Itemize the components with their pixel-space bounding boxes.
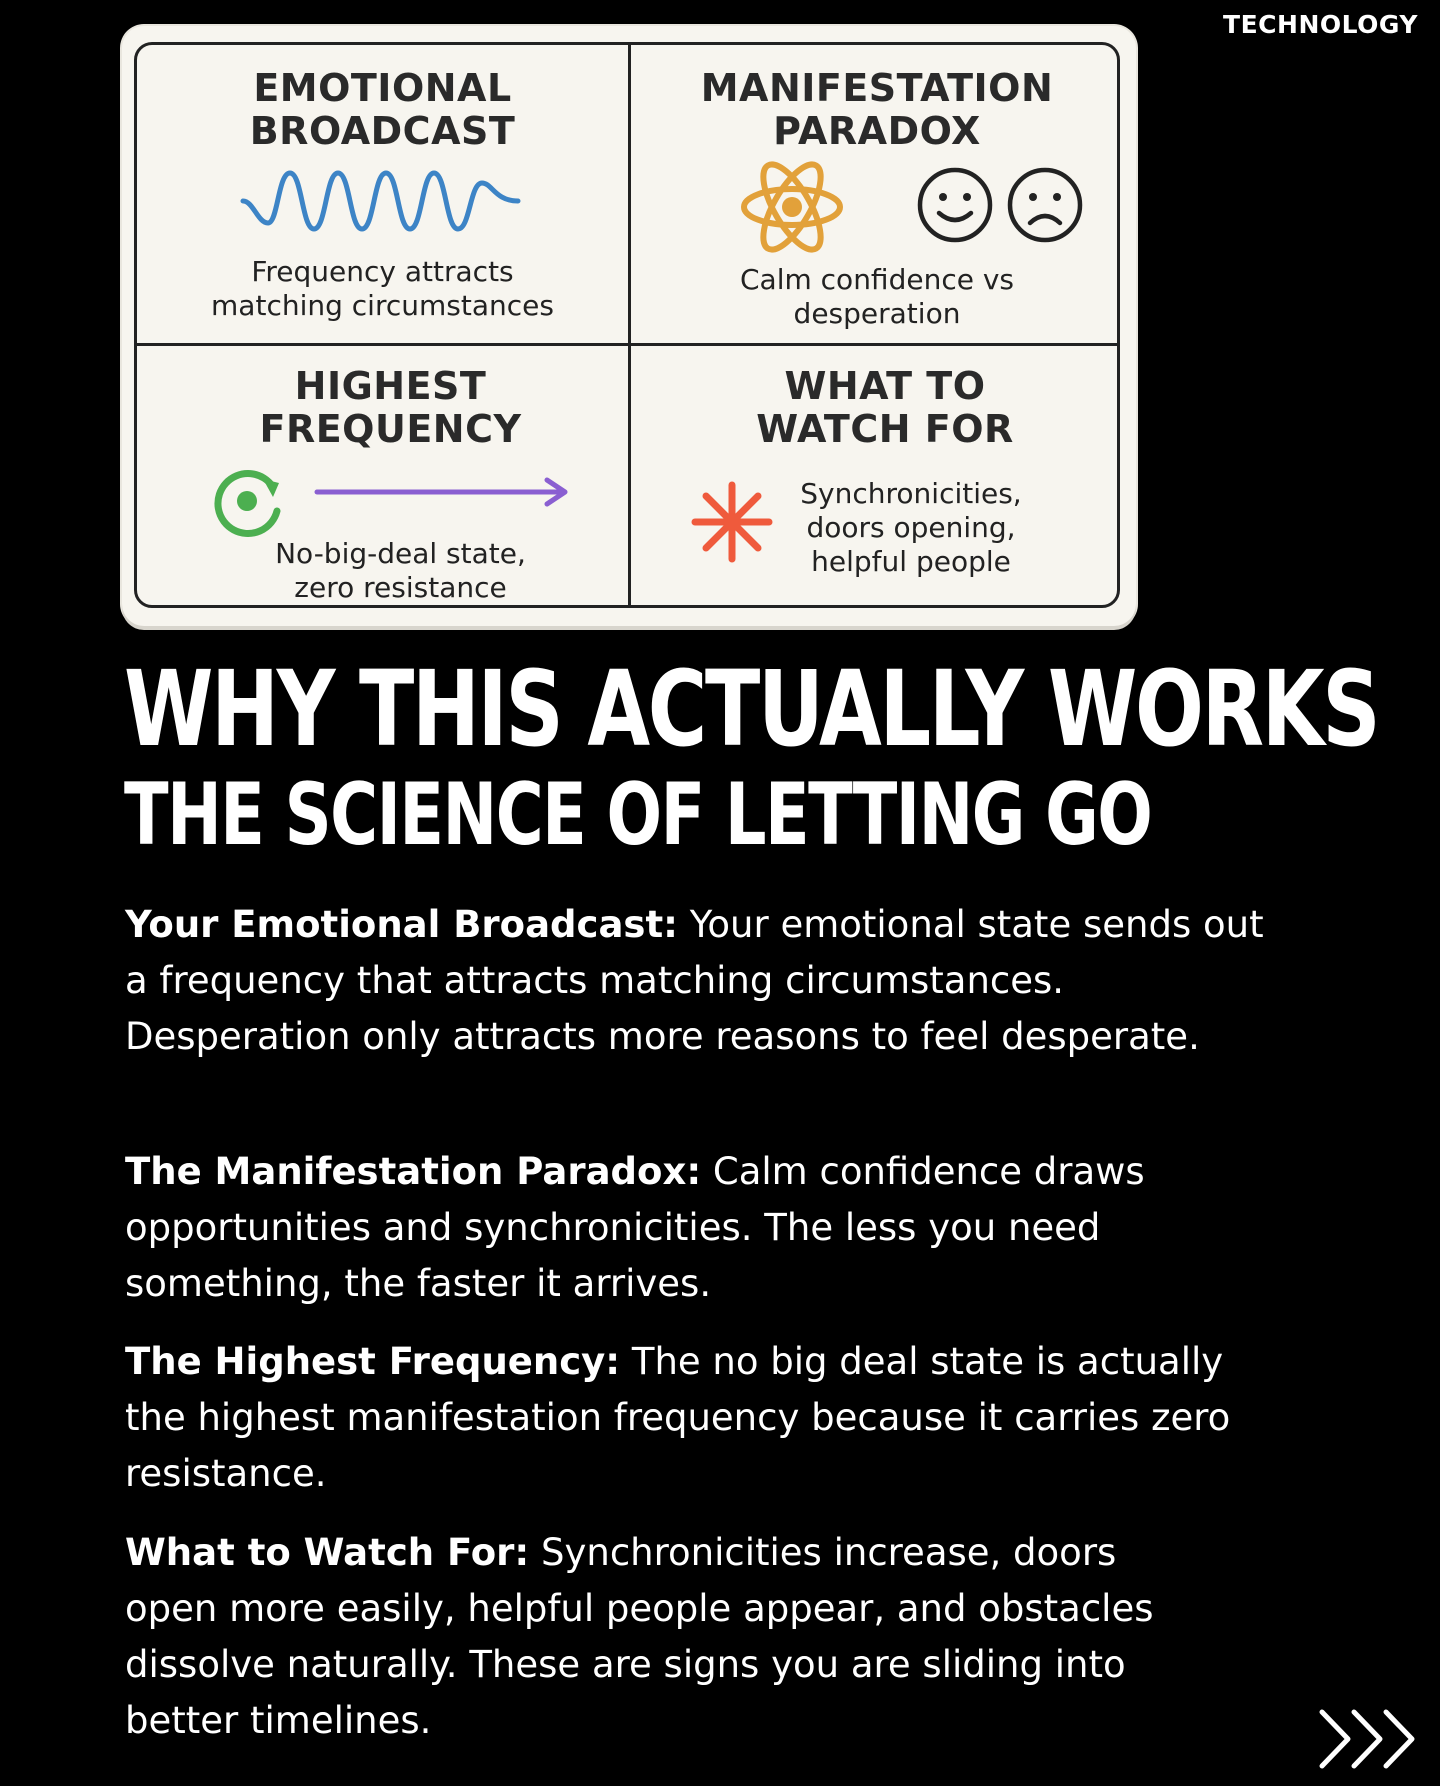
cell-title-line: BROADCAST (249, 109, 516, 153)
cell-title-line: WATCH FOR (756, 407, 1014, 451)
category-tag: TECHNOLOGY (1223, 10, 1418, 39)
cycle-target-icon (207, 459, 291, 543)
cell-title-line: HIGHEST (294, 364, 487, 408)
card-grid (134, 42, 1120, 608)
summary-card (122, 26, 1136, 626)
wave-icon (233, 161, 533, 241)
spark-icon (687, 477, 777, 567)
cell-manifestation-paradox (631, 67, 1123, 331)
cell-title-line: MANIFESTATION (700, 66, 1054, 110)
paragraph-emotional-broadcast (125, 897, 1285, 1065)
triple-chevron-right-icon[interactable] (1314, 1704, 1424, 1774)
cell-text-line: Frequency attracts (251, 255, 514, 288)
paragraph-text: Synchronicities increase, doors open more easily, helpful people appear, and obstacles dissolve naturally. These are signs you are sliding into better timelines. (125, 1531, 1154, 1742)
paragraph-label: Your Emotional Broadcast: (125, 903, 678, 946)
paragraph-label: The Highest Frequency: (125, 1340, 621, 1383)
subheadline: THE SCIENCE OF LETTING GO (124, 765, 1152, 865)
cell-text (631, 263, 1123, 331)
cell-text-line: Calm confidence vs (740, 263, 1014, 296)
paragraph-highest-frequency (125, 1334, 1285, 1502)
cell-text-line: desperation (793, 297, 961, 330)
cell-title (631, 365, 1123, 451)
sad-face-icon (1005, 165, 1085, 245)
cell-text-line: No-big-deal state, (275, 537, 526, 570)
paragraph-label: What to Watch For: (125, 1531, 530, 1574)
cell-text (137, 537, 628, 605)
cell-text-line: zero resistance (294, 571, 507, 604)
cell-emotional-broadcast (137, 67, 628, 323)
cell-highest-frequency (137, 365, 628, 605)
paragraph-text: The no big deal state is actually the highest manifestation frequency because it carries zero resistance. (125, 1340, 1231, 1495)
cell-title-line: WHAT TO (784, 364, 986, 408)
paragraph-text: Calm confidence draws opportunities and synchronicities. The less you need something, the faster it arrives. (125, 1150, 1145, 1305)
grid-divider-horizontal (137, 343, 1117, 346)
cell-text (781, 477, 1041, 579)
cell-title (631, 67, 1123, 153)
headline: WHY THIS ACTUALLY WORKS (124, 648, 1379, 770)
cell-title-line: PARADOX (773, 109, 981, 153)
paragraph-what-to-watch-for (125, 1525, 1185, 1749)
cell-title (137, 365, 628, 451)
cell-title-line: EMOTIONAL (253, 66, 512, 110)
cell-text-line: helpful people (811, 545, 1011, 578)
atom-icon (737, 155, 847, 259)
paragraph-label: The Manifestation Paradox: (125, 1150, 702, 1193)
smiley-face-icon (915, 165, 995, 245)
cell-title-line: FREQUENCY (259, 407, 522, 451)
arrow-right-icon (313, 477, 573, 507)
cell-text-line: Synchronicities, (800, 477, 1022, 510)
paragraph-text: Your emotional state sends out a frequency that attracts matching circumstances. Desperation only attracts more reasons to feel desperate. (125, 903, 1264, 1058)
cell-text-line: doors opening, (806, 511, 1016, 544)
cell-text-line: matching circumstances (211, 289, 554, 322)
cell-text (137, 255, 628, 323)
cell-title (137, 67, 628, 153)
cell-what-to-watch-for (631, 364, 1123, 578)
paragraph-manifestation-paradox (125, 1144, 1285, 1312)
